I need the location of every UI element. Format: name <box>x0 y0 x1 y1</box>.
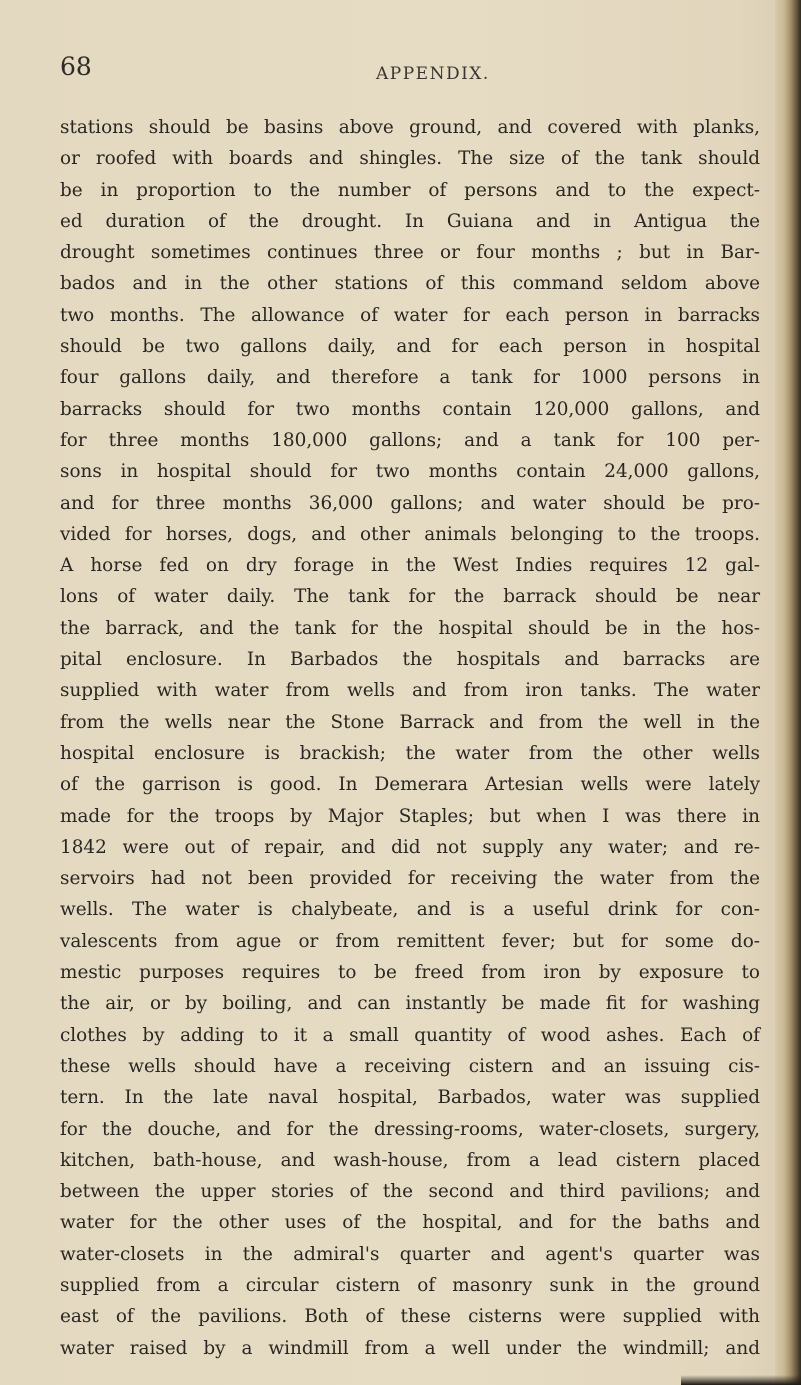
text-line: kitchen, bath-house, and wash-house, from a lead cistern placed <box>60 1149 760 1171</box>
text-line: be in proportion to the number of persons and to the expect- <box>60 179 760 201</box>
text-line: supplied from a circular cistern of masonry sunk in the ground <box>60 1274 760 1296</box>
text-line: two months. The allowance of water for each person in barracks <box>60 304 760 326</box>
text-line: made for the troops by Major Staples; but when I was there in <box>60 805 760 827</box>
text-line: or roofed with boards and shingles. The size of the tank should <box>60 148 760 170</box>
text-line: valescents from ague or from remittent fever; but for some do- <box>60 930 760 952</box>
text-line: the barrack, and the tank for the hospital should be in the hos- <box>60 617 760 639</box>
text-line: from the wells near the Stone Barrack and from the well in the <box>60 711 760 733</box>
page-gutter-shadow <box>775 0 801 1385</box>
body-text <box>60 112 760 1364</box>
text-line: four gallons daily, and therefore a tank for 1000 persons in <box>60 367 760 389</box>
text-line: pital enclosure. In Barbados the hospitals and barracks are <box>60 649 760 671</box>
text-line: sons in hospital should for two months contain 24,000 gallons, <box>60 461 760 483</box>
text-line: bados and in the other stations of this command seldom above <box>60 273 760 295</box>
text-line: 1842 were out of repair, and did not supply any water; and re- <box>60 836 760 858</box>
text-line: these wells should have a receiving cistern and an issuing cis- <box>60 1055 760 1077</box>
text-line: servoirs had not been provided for receiving the water from the <box>60 868 760 890</box>
text-line: mestic purposes requires to be freed from iron by exposure to <box>60 962 760 984</box>
running-head: APPENDIX. <box>376 64 490 84</box>
text-line: tern. In the late naval hospital, Barbados, water was supplied <box>60 1087 760 1109</box>
text-line: drought sometimes continues three or four months ; but in Bar- <box>60 242 760 264</box>
text-line: for the douche, and for the dressing-rooms, water-closets, surgery, <box>60 1118 760 1140</box>
text-line: clothes by adding to it a small quantity of wood ashes. Each of <box>60 1024 760 1046</box>
text-line: hospital enclosure is brackish; the water from the other wells <box>60 742 760 764</box>
text-line: water for the other uses of the hospital, and for the baths and <box>60 1212 760 1234</box>
text-line: supplied with water from wells and from iron tanks. The water <box>60 680 760 702</box>
text-line: between the upper stories of the second and third pavilions; and <box>60 1181 760 1203</box>
text-line: east of the pavilions. Both of these cisterns were supplied with <box>60 1306 760 1328</box>
page-number: 68 <box>60 52 92 81</box>
text-line: water-closets in the admiral's quarter and agent's quarter was <box>60 1243 760 1265</box>
text-line: should be two gallons daily, and for each person in hospital <box>60 336 760 358</box>
text-line: vided for horses, dogs, and other animals belonging to the troops. <box>60 523 760 545</box>
text-line: ed duration of the drought. In Guiana and in Antigua the <box>60 210 760 232</box>
text-line: stations should be basins above ground, and covered with planks, <box>60 117 760 138</box>
text-line: lons of water daily. The tank for the barrack should be near <box>60 586 760 608</box>
text-line: the air, or by boiling, and can instantly be made fit for washing <box>60 993 760 1015</box>
text-line: wells. The water is chalybeate, and is a useful drink for con- <box>60 899 760 921</box>
page-bottom-edge <box>681 1375 801 1385</box>
text-line: A horse fed on dry forage in the West Indies requires 12 gal- <box>60 555 760 577</box>
text-line: water raised by a windmill from a well under the windmill; and <box>60 1337 760 1359</box>
text-line: for three months 180,000 gallons; and a tank for 100 per- <box>60 429 760 451</box>
text-line: and for three months 36,000 gallons; and water should be pro- <box>60 492 760 514</box>
text-line: of the garrison is good. In Demerara Artesian wells were lately <box>60 774 760 796</box>
text-line: barracks should for two months contain 120,000 gallons, and <box>60 398 760 420</box>
